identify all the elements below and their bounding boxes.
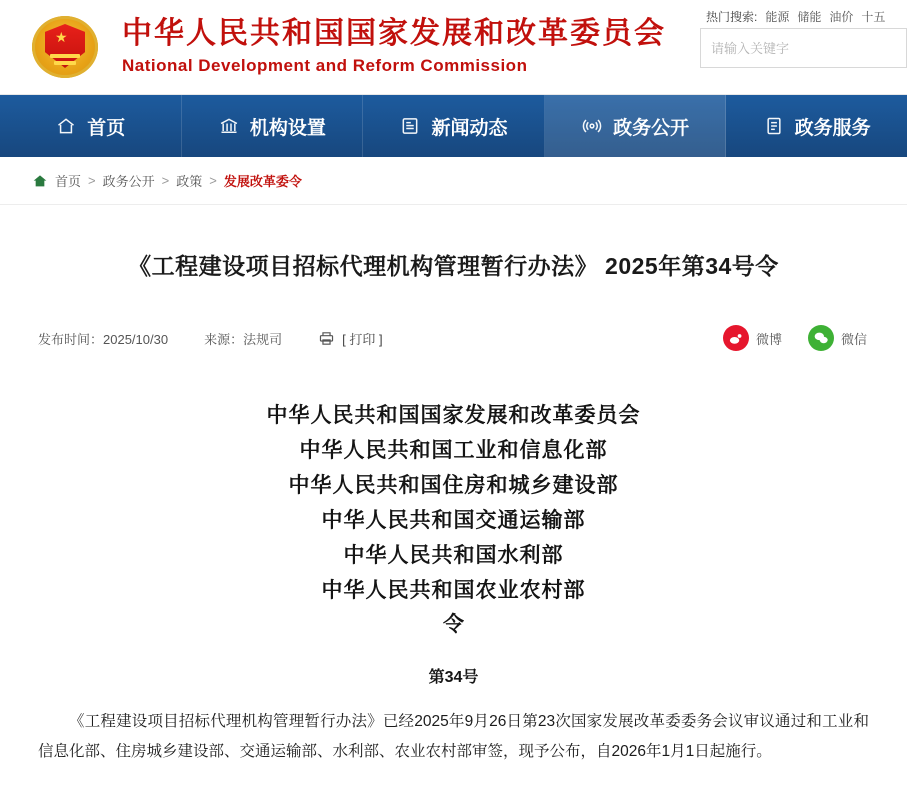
printer-icon — [318, 330, 335, 347]
hot-keyword-1[interactable]: 储能 — [797, 10, 822, 24]
search-area — [700, 0, 907, 95]
breadcrumb-item-2[interactable]: 政策 — [176, 174, 203, 189]
article-paragraph: 《工程建设项目招标代理机构管理暂行办法》已经2025年9月26日第23次国家发展改革委委务会议审议通过和工业和信息化部、住房城乡建设部、交通运输部、水利部、农业农村部审签，现予公布，自2026年1月1日起施行。 — [38, 713, 869, 760]
breadcrumb-item-1[interactable]: 政务公开 — [102, 174, 155, 189]
share-wechat-label: 微信 — [840, 331, 867, 347]
home-icon — [32, 173, 48, 189]
issuer-4: 中华人民共和国水利部 — [343, 544, 564, 567]
news-icon — [399, 115, 421, 137]
breadcrumb-separator-2: > — [209, 173, 217, 188]
site-title-cn: 中华人民共和国国家发展和改革委员会 — [122, 17, 666, 50]
issuer-1: 中华人民共和国工业和信息化部 — [299, 439, 608, 462]
weibo-icon — [723, 325, 749, 351]
issuer-3: 中华人民共和国交通运输部 — [321, 509, 586, 532]
broadcast-icon — [581, 115, 603, 137]
article-meta — [38, 329, 869, 362]
site-title-en: National Development and Reform Commission — [122, 56, 528, 75]
nav-item-news[interactable] — [363, 95, 545, 157]
share-bar — [723, 325, 867, 351]
nav-item-government-services[interactable] — [726, 95, 907, 157]
breadcrumb-separator-0: > — [88, 173, 96, 188]
nav-label-home: 首页 — [87, 117, 126, 139]
breadcrumb-separator-1: > — [161, 173, 170, 188]
search-input[interactable] — [701, 29, 906, 67]
breadcrumb-item-0[interactable]: 首页 — [55, 174, 82, 189]
source — [204, 329, 282, 348]
nav-item-home[interactable] — [0, 95, 182, 157]
nav-label-government-disclosure: 政务公开 — [613, 117, 690, 139]
publish-time — [38, 329, 168, 348]
hot-keyword-3[interactable]: 十五 — [861, 10, 886, 24]
print-label: [ 打印 ] — [342, 332, 383, 347]
nav-item-organization[interactable] — [182, 95, 364, 157]
issuer-5: 中华人民共和国农业农村部 — [321, 579, 586, 602]
main-nav — [0, 95, 907, 157]
source-value: 法规司 — [243, 332, 283, 347]
document-icon — [763, 115, 785, 137]
share-weibo-button[interactable] — [723, 325, 782, 351]
issuer-list — [38, 398, 869, 608]
source-label: 来源： — [204, 332, 244, 347]
wechat-icon — [808, 325, 834, 351]
share-weibo-label: 微博 — [755, 331, 782, 347]
china-national-emblem-icon: ★ — [28, 10, 102, 84]
hot-search-label: 热门搜索: — [706, 10, 758, 24]
breadcrumb-item-3[interactable]: 发展改革委令 — [223, 174, 302, 189]
nav-label-organization: 机构设置 — [249, 117, 326, 139]
page-title: 《工程建设项目招标代理机构管理暂行办法》 2025年第34号令 — [128, 253, 779, 279]
article — [0, 205, 907, 767]
publish-time-value: 2025/10/30 — [103, 332, 169, 347]
print-button[interactable] — [318, 329, 382, 348]
search-box[interactable] — [700, 28, 907, 68]
site-header — [0, 0, 907, 95]
hot-keyword-0[interactable]: 能源 — [765, 10, 790, 24]
decree-character: 令 — [443, 613, 464, 636]
site-title-block — [122, 15, 666, 79]
hot-search-row — [700, 0, 907, 25]
issuer-0: 中华人民共和国国家发展和改革委员会 — [266, 404, 641, 427]
home-icon — [55, 115, 77, 137]
publish-time-label: 发布时间： — [38, 332, 104, 347]
nav-item-government-disclosure[interactable] — [545, 95, 727, 157]
breadcrumb — [0, 157, 907, 205]
share-wechat-button[interactable] — [808, 325, 867, 351]
bank-icon — [218, 115, 240, 137]
issuer-2: 中华人民共和国住房和城乡建设部 — [288, 474, 619, 497]
nav-label-news: 新闻动态 — [431, 117, 508, 139]
nav-label-government-services: 政务服务 — [794, 117, 871, 139]
order-number: 第34号 — [428, 669, 479, 686]
hot-keyword-2[interactable]: 油价 — [829, 10, 854, 24]
